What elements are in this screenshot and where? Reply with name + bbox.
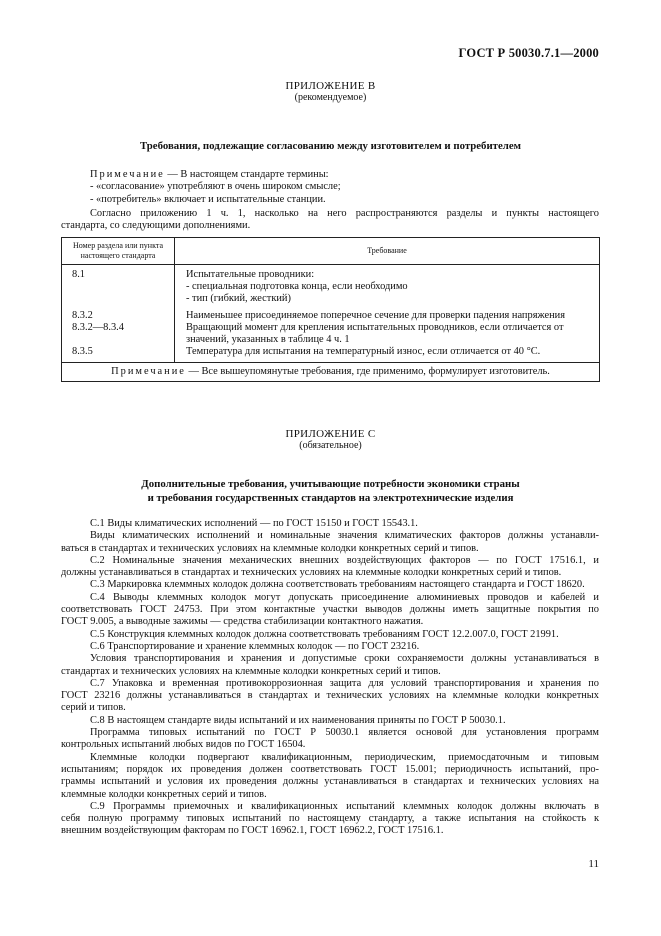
appendix-b-status: (рекомендуемое) [294,92,367,103]
paragraph [61,715,599,727]
paragraph-line: соответствовать ГОСТ 24753. При этом контактные участки выводов должны иметь защитные покрытия по [61,604,599,616]
intro-line: стандарта, со следующими дополнениями. [61,220,251,232]
paragraph [61,530,599,555]
requirement-line: Температура для испытания на температурный износ, если отличается от 40 °С. [186,346,541,357]
paragraph [61,678,599,715]
note-label: Примечание [90,169,165,180]
paragraph-line: С.2 Номинальные значения механических внешних воздействующих факторов — по ГОСТ 17516.1, и [90,554,599,566]
note-line: - «согласование» употребляют в очень широком смысле; [90,181,341,193]
paragraph [61,592,599,629]
paragraph [61,752,599,801]
col-header-section-number: Номер раздела или пункта настоящего стандарта [62,238,175,265]
paragraph-line: С.5 Конструкция клеммных колодок должна соответствовать требованиям ГОСТ 12.2.007.0, ГОСТ 21991. [90,628,559,640]
paragraph-line: ваться в стандартах и технических условиях на клеммные колодки конкретных серий и типов. [61,542,479,554]
paragraph-line: С.9 Программы приемочных и квалификационных испытаний клеммных колодок должны включать в [90,800,599,812]
paragraph [61,653,599,678]
table-note-row [62,363,600,382]
appendix-b-note [90,169,600,206]
appendix-c-title: ПРИЛОЖЕНИЕ С [285,428,376,440]
paragraph [61,801,599,838]
paragraph [61,727,599,752]
paragraph-line: С.3 Маркировка клеммных колодок должна соответствовать требованиям настоящего стандарта и ГОСТ 18620. [90,579,585,591]
requirement-line: значений, указанных в таблице 4 ч. 1 [186,334,350,345]
paragraph-line: испытаниям; порядок их проведения должен соответствовать ГОСТ 15.001; периодичность испытаний, про- [61,763,599,775]
requirement-line: - специальная подготовка конца, если необходимо [186,281,408,292]
paragraph-line: С.4 Выводы клеммных колодок могут допускать присоединение алюминиевых проводов и кабелей и [90,591,599,603]
requirement-line: Испытательные проводники: [186,269,315,280]
requirement-line: - тип (гибкий, жесткий) [186,293,291,304]
col-header-requirement: Требование [175,238,600,265]
paragraph-line: стандартах и технических условиях на клеммные колодки конкретных серий и типов. [61,665,441,677]
paragraph-line: граммы испытаний и условия их проведения должны устанавливаться в стандартах и технических условиях на [61,776,599,788]
paragraph-line: С.1 Виды климатических исполнений — по ГОСТ 15150 и ГОСТ 15543.1. [90,518,418,529]
paragraph-line: С.7 Упаковка и временная противокоррозионная защита для условий транспортирования и хранения по [90,677,599,689]
paragraph-line: С.6 Транспортирование и хранение клеммных колодок — по ГОСТ 23216. [90,640,420,652]
paragraph-line: ГОСТ 23216 должны устанавливаться в стандартах и технических условиях на клеммные колодки конкретных [61,690,599,702]
table-header-row [62,238,600,265]
standard-code-header: ГОСТ Р 50030.7.1—2000 [458,46,599,60]
requirements-table [61,237,600,382]
paragraph [61,518,599,530]
appendix-c-body [61,518,599,838]
page-number: 11 [588,858,599,870]
paragraph-line: серий и типов. [61,702,126,714]
note-line: Примечание — В настоящем стандарте термины: [90,169,329,180]
paragraph-line: Клеммные колодки подвергают квалификационным, периодическим, приемосдаточным и типовым [90,751,599,763]
paragraph-line: Программа типовых испытаний по ГОСТ Р 50030.1 является основой для установления программ [90,727,599,739]
paragraph-line: Условия транспортирования и хранения и допустимые сроки сохраняемости должны устанавливаться в [90,653,599,665]
paragraph-line: контрольных испытаний любых видов по ГОСТ 16504. [61,739,306,751]
requirement-line: Вращающий момент для крепления испытательных проводников, если отличается от [186,322,564,333]
appendix-b-heading: Требования, подлежащие согласованию между изготовителем и потребителем [140,140,521,152]
paragraph-line: Виды климатических исполнений и номинальные значения климатических факторов должны устанавли- [90,530,599,542]
paragraph-line: себя полную программу типовых испытаний по настоящему стандарту, а также испытания на стойкость к [61,813,599,825]
paragraph [61,579,599,591]
paragraph-line: клеммные колодки конкретных серий и типов. [61,788,267,800]
paragraph [61,629,599,641]
appendix-c-status: (обязательное) [299,440,362,451]
appendix-c-heading: Дополнительные требования, учитывающие потребности экономики страны и требования государственных стандартов на электротехнические изделия [141,478,520,504]
requirement-line: Наименьшее присоединяемое поперечное сечение для проверки падения напряжения [186,310,566,321]
section-number-cell: 8.1 8.3.2 8.3.2—8.3.4 8.3.5 [62,265,175,363]
intro-line: Согласно приложению 1 ч. 1, насколько на него распространяются разделы и пункты настоящего [90,208,599,219]
paragraph [61,555,599,580]
table-note: Примечание — Все вышеупомянутые требования, где применимо, формулирует изготовитель. [62,363,600,382]
paragraph-line: С.8 В настоящем стандарте виды испытаний и их наименования приняты по ГОСТ Р 50030.1. [90,714,506,726]
appendix-b-title: ПРИЛОЖЕНИЕ В [285,80,376,92]
note-line: - «потребитель» включает и испытательные станции. [90,193,326,205]
paragraph-line: ГОСТ 9.005, а выводные зажимы — средства стабилизации контактного нажатия. [61,616,424,628]
paragraph-line: должны устанавливаться в стандартах и технических условиях на клеммные колодки конкретных серий и типов. [61,567,562,579]
paragraph [61,641,599,653]
requirement-cell [175,265,600,363]
paragraph-line: внешним воздействующим факторам по ГОСТ 16962.1, ГОСТ 16962.2, ГОСТ 17516.1. [61,825,444,837]
appendix-b-intro [61,208,599,233]
table-body-row [62,265,600,363]
